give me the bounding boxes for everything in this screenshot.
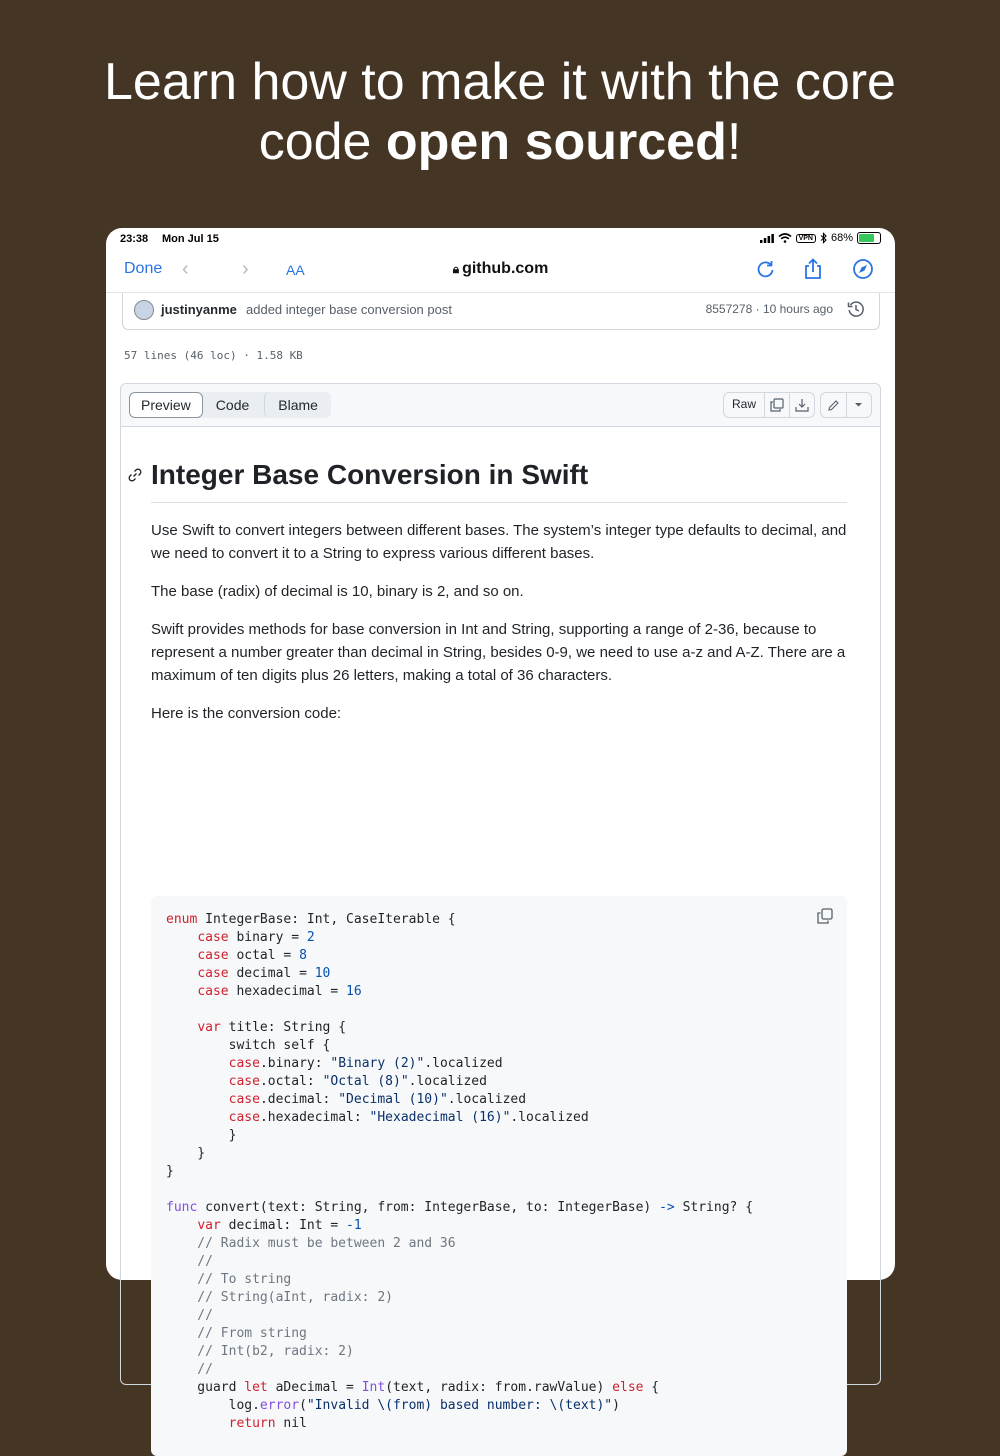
code-token: // Radix must be between 2 and 36 — [166, 1236, 456, 1251]
pencil-icon[interactable] — [821, 393, 847, 417]
code-line — [166, 1037, 753, 1055]
text-size-button[interactable]: AA — [286, 262, 305, 278]
code-token: case — [197, 984, 237, 999]
code-token: case — [197, 948, 237, 963]
code-token: 10 — [314, 966, 331, 981]
file-viewer — [120, 383, 881, 1431]
code-token: IntegerBase: Int, CaseIterable { — [205, 912, 456, 927]
code-token: } — [166, 1128, 237, 1143]
file-actions-group — [723, 392, 815, 418]
code-line — [166, 1145, 753, 1163]
article-title-text: Integer Base Conversion in Swift — [151, 459, 589, 490]
code-token: -> — [659, 1200, 675, 1215]
code-token: else — [612, 1380, 644, 1395]
code-token — [166, 1110, 229, 1125]
code-token: guard — [166, 1380, 245, 1395]
code-token: .localized — [447, 1092, 527, 1107]
code-line — [166, 1217, 753, 1235]
copy-icon[interactable] — [817, 908, 833, 924]
code-token: "Invalid \(from) based number: \(text)" — [306, 1398, 613, 1413]
view-mode-tabs — [129, 392, 331, 418]
code-token: .localized — [510, 1110, 589, 1125]
code-token: "Binary (2)" — [330, 1056, 425, 1071]
code-token: func — [166, 1200, 206, 1215]
code-token: = — [299, 966, 315, 981]
code-token: // Int(b2, radix: 2) — [166, 1344, 354, 1359]
code-line — [166, 1289, 753, 1307]
lock-icon: 🔒︎ — [452, 262, 460, 276]
commit-meta[interactable]: 8557278 · 10 hours ago — [705, 302, 833, 316]
code-line — [166, 1397, 753, 1415]
code-token — [166, 1092, 229, 1107]
vpn-badge: VPN — [796, 234, 816, 243]
code-line — [166, 1235, 753, 1253]
code-token: = — [346, 1380, 362, 1395]
code-token: // — [166, 1254, 213, 1269]
headline-line1: Learn how to make it with the core — [104, 53, 896, 111]
code-line — [166, 1253, 753, 1271]
status-right — [760, 232, 881, 244]
code-token: case — [197, 930, 237, 945]
headline-prefix: code — [258, 113, 386, 171]
code-token: nil — [275, 1416, 307, 1431]
code-token: octal — [236, 948, 284, 963]
code-token: return — [228, 1416, 276, 1431]
code-line — [166, 911, 753, 929]
code-token: aDecimal — [275, 1380, 347, 1395]
share-icon[interactable] — [802, 258, 824, 280]
markdown-body — [151, 458, 847, 740]
code-token: switch self { — [166, 1038, 331, 1053]
latest-commit — [122, 293, 880, 330]
code-token — [166, 948, 197, 963]
code-line — [166, 1163, 753, 1181]
tab-code[interactable]: Code — [215, 397, 250, 413]
code-token: // — [166, 1308, 213, 1323]
code-token: = — [330, 1218, 347, 1233]
code-line — [166, 1181, 753, 1199]
code-token: title: String { — [228, 1020, 347, 1035]
code-token: case — [197, 966, 237, 981]
file-header — [121, 384, 880, 427]
code-token: // — [166, 1362, 213, 1377]
code-token: String? { — [674, 1200, 754, 1215]
code-line — [166, 1091, 753, 1109]
code-line — [166, 983, 753, 1001]
code-line — [166, 1073, 753, 1091]
headline-line2 — [0, 112, 1000, 172]
code-token: .decimal: — [259, 1092, 339, 1107]
headline — [0, 52, 1000, 172]
code-token: .localized — [424, 1056, 503, 1071]
code-token: Int — [361, 1380, 386, 1395]
code-token: "Octal (8)" — [322, 1074, 409, 1089]
edit-group — [820, 392, 872, 418]
code-token: case — [228, 1056, 260, 1071]
download-icon[interactable] — [790, 393, 814, 417]
code-token: var — [197, 1020, 229, 1035]
code-token: enum — [166, 912, 206, 927]
paragraph-intro: Use Swift to convert integers between different bases. The system’s integer type defaults to decimal, and we need to convert it to a String to express various different bases. — [151, 522, 847, 562]
device-screen — [106, 228, 895, 1431]
code-line — [166, 1415, 753, 1433]
code-line — [166, 1343, 753, 1361]
code-token: 2 — [306, 930, 315, 945]
code-token: .octal: — [259, 1074, 323, 1089]
paragraph-code-intro: Here is the conversion code: — [151, 705, 342, 722]
code-line — [166, 1361, 753, 1379]
battery-icon — [857, 232, 881, 244]
copy-raw-icon[interactable] — [765, 393, 790, 417]
code-token: (text, radix: from.rawValue) — [385, 1380, 613, 1395]
code-token: error — [259, 1398, 300, 1413]
code-line — [166, 1307, 753, 1325]
avatar[interactable] — [134, 300, 154, 320]
code-token — [166, 930, 197, 945]
code-line — [166, 1055, 753, 1073]
code-content — [166, 911, 753, 1433]
code-token: = — [291, 930, 307, 945]
code-token: // String(aInt, radix: 2) — [166, 1290, 393, 1305]
back-icon[interactable]: ‹ — [182, 258, 189, 280]
code-token — [166, 1056, 229, 1071]
code-token: .hexadecimal: — [259, 1110, 370, 1125]
link-icon[interactable] — [127, 467, 143, 483]
code-line — [166, 1199, 753, 1217]
code-token: 16 — [346, 984, 362, 999]
done-button[interactable]: Done — [124, 260, 163, 277]
url-text: github.com — [462, 260, 549, 277]
code-token: var — [197, 1218, 229, 1233]
code-token: = — [330, 984, 347, 999]
code-line — [166, 1019, 753, 1037]
tab-blame[interactable]: Blame — [264, 392, 331, 418]
commit-author[interactable]: justinyanme — [161, 302, 237, 317]
code-token: .localized — [408, 1074, 487, 1089]
code-token: case — [228, 1110, 260, 1125]
code-line — [166, 1001, 753, 1019]
paragraph-methods: Swift provides methods for base conversion in Int and String, supporting a range of 2-36, because to represent a number greater than decimal in String, besides 0-9, we need to use a-z and A-Z. There are a maximum of ten digits plus 26 letters, making a total of 36 characters. — [151, 621, 846, 684]
wifi-icon — [778, 233, 792, 243]
code-line — [166, 1379, 753, 1397]
code-token — [166, 966, 197, 981]
code-line — [166, 1109, 753, 1127]
code-token: hexadecimal — [236, 984, 331, 999]
headline-bold: open sourced — [385, 113, 727, 171]
status-date: Mon Jul 15 — [162, 233, 219, 245]
code-token — [166, 1416, 229, 1431]
code-block — [151, 896, 847, 1456]
compass-icon[interactable] — [852, 258, 874, 280]
code-line — [166, 1271, 753, 1289]
code-token: -1 — [346, 1218, 362, 1233]
code-token: 8 — [299, 948, 307, 963]
history-icon[interactable] — [847, 300, 865, 318]
headline-suffix: ! — [726, 113, 742, 171]
code-token: } — [166, 1164, 174, 1179]
code-token: } — [166, 1146, 206, 1161]
code-line — [166, 1127, 753, 1145]
code-token: ) — [612, 1398, 620, 1413]
status-bar — [106, 228, 895, 248]
code-token: // To string — [166, 1272, 292, 1287]
code-token: .binary: — [259, 1056, 331, 1071]
paragraph-radix: The base (radix) of decimal is 10, binary is 2, and so on. — [151, 583, 524, 600]
code-line — [166, 965, 753, 983]
code-token: "Decimal (10)" — [338, 1092, 448, 1107]
code-token — [166, 984, 197, 999]
signal-icon — [760, 234, 774, 243]
code-token — [166, 1020, 197, 1035]
browser-toolbar — [106, 248, 895, 293]
code-token: binary — [236, 930, 292, 945]
code-token: "Hexadecimal (16)" — [369, 1110, 511, 1125]
commit-message[interactable]: added integer base conversion post — [246, 302, 452, 317]
code-line — [166, 1325, 753, 1343]
code-token: = — [283, 948, 300, 963]
code-token: log. — [166, 1398, 260, 1413]
code-token: decimal — [236, 966, 300, 981]
forward-icon[interactable]: › — [242, 258, 249, 280]
code-token — [166, 1218, 197, 1233]
code-token: case — [228, 1074, 260, 1089]
code-token: convert(text: String, from: IntegerBase, to: IntegerBase) — [205, 1200, 660, 1215]
raw-button[interactable]: Raw — [724, 393, 765, 417]
code-line — [166, 929, 753, 947]
status-time: 23:38 — [120, 233, 149, 245]
code-token: { — [643, 1380, 660, 1395]
article-title — [151, 458, 847, 503]
code-token: let — [244, 1380, 276, 1395]
bluetooth-icon — [820, 233, 827, 243]
code-token: ( — [299, 1398, 307, 1413]
battery-percent: 68% — [830, 232, 853, 244]
code-token: // From string — [166, 1326, 307, 1341]
code-line — [166, 947, 753, 965]
chevron-down-icon[interactable] — [847, 393, 872, 417]
reload-icon[interactable] — [755, 258, 777, 280]
code-token: case — [228, 1092, 260, 1107]
tab-preview[interactable]: Preview — [129, 392, 203, 418]
code-token — [166, 1074, 229, 1089]
file-info: 57 lines (46 loc) · 1.58 KB — [124, 349, 303, 362]
code-token: decimal: Int — [228, 1218, 331, 1233]
